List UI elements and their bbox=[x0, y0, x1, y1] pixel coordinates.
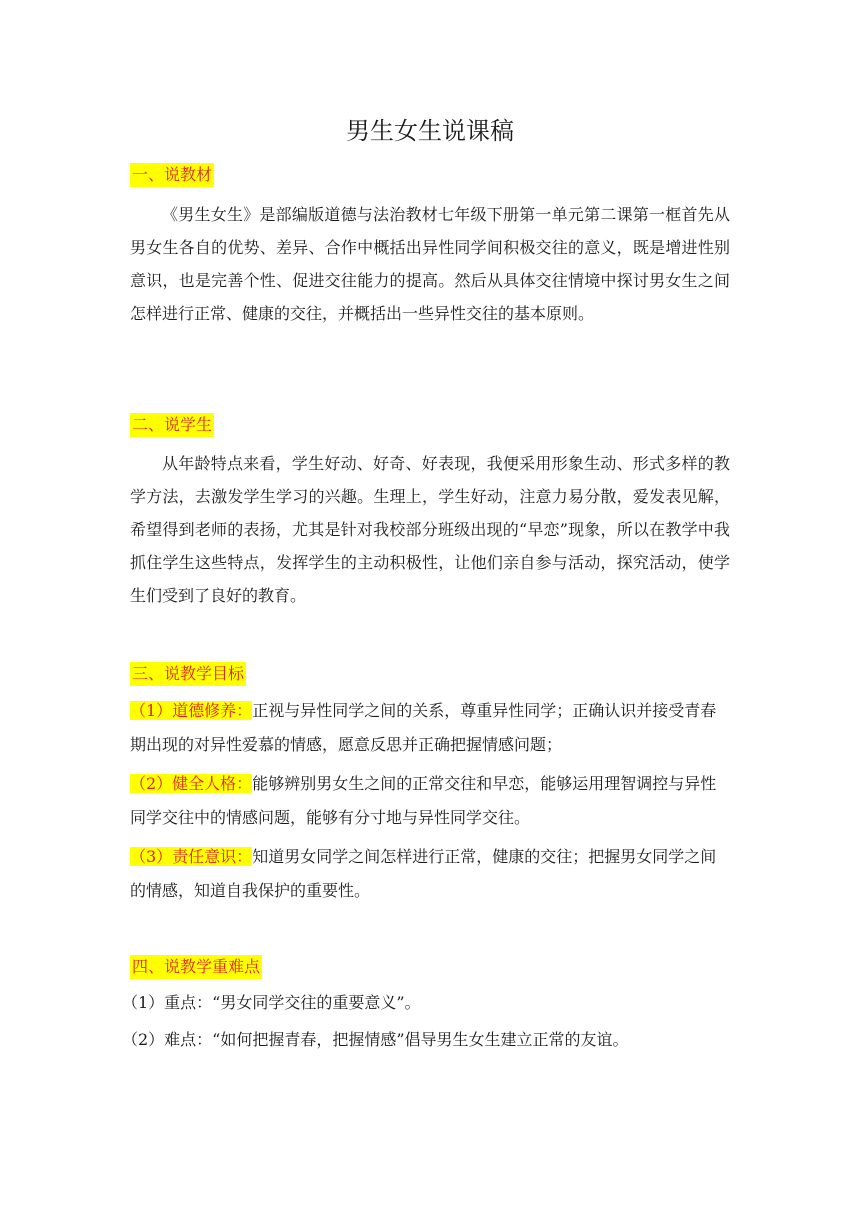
goal-item-responsibility bbox=[130, 840, 730, 908]
section-body-students bbox=[130, 447, 730, 612]
goal-label: （1）道德修养： bbox=[130, 701, 253, 720]
goal-item-personality bbox=[130, 767, 730, 835]
section-heading-textbook: 一、说教材 bbox=[130, 163, 214, 187]
section-heading-goals: 三、说教学目标 bbox=[130, 662, 246, 686]
difficult-point: （2）难点：“如何把握青春，把握情感”倡导男生女生建立正常的友谊。 bbox=[122, 1030, 629, 1049]
goal-label: （2）健全人格： bbox=[130, 774, 253, 793]
section-body-textbook bbox=[130, 198, 730, 330]
goal-text: 正视与异性同学之间的关系，尊重异性同学；正确认识并接受青春期出现的对异性爱慕的情感，愿意反思并正确把握情感问题； bbox=[130, 701, 717, 754]
goal-label: （3）责任意识： bbox=[130, 847, 253, 866]
goal-text: 知道男女同学之间怎样进行正常，健康的交往；把握男女同学之间的情感，知道自我保护的重要性。 bbox=[130, 847, 717, 900]
paragraph: 《男生女生》是部编版道德与法治教材七年级下册第一单元第二课第一框首先从男女生各自的优势、差异、合作中概括出异性同学间积极交往的意义，既是增进性别意识，也是完善个性、促进交往能力的提高。然后从具体交往情境中探讨男女生之间怎样进行正常、健康的交往，并概括出一些异性交往的基本原则。 bbox=[130, 205, 730, 323]
goal-item-moral bbox=[130, 694, 730, 762]
key-point: （1）重点：“男女同学交往的重要意义”。 bbox=[122, 993, 421, 1012]
document-title: 男生女生说课稿 bbox=[346, 117, 514, 145]
goal-text: 能够辨别男女生之间的正常交往和早恋，能够运用理智调控与异性同学交往中的情感问题，能够有分寸地与异性同学交往。 bbox=[130, 774, 717, 827]
section-heading-key-points: 四、说教学重难点 bbox=[130, 955, 262, 979]
section-heading-students: 二、说学生 bbox=[130, 413, 214, 437]
paragraph: 从年龄特点来看，学生好动、好奇、好表现，我便采用形象生动、形式多样的教学方法，去激发学生学习的兴趣。生理上，学生好动，注意力易分散，爱发表见解，希望得到老师的表扬，尤其是针对我校部分班级出现的“早恋”现象，所以在教学中我抓住学生这些特点，发挥学生的主动积极性，让他们亲自参与活动，探究活动，使学生们受到了良好的教育。 bbox=[130, 454, 730, 605]
